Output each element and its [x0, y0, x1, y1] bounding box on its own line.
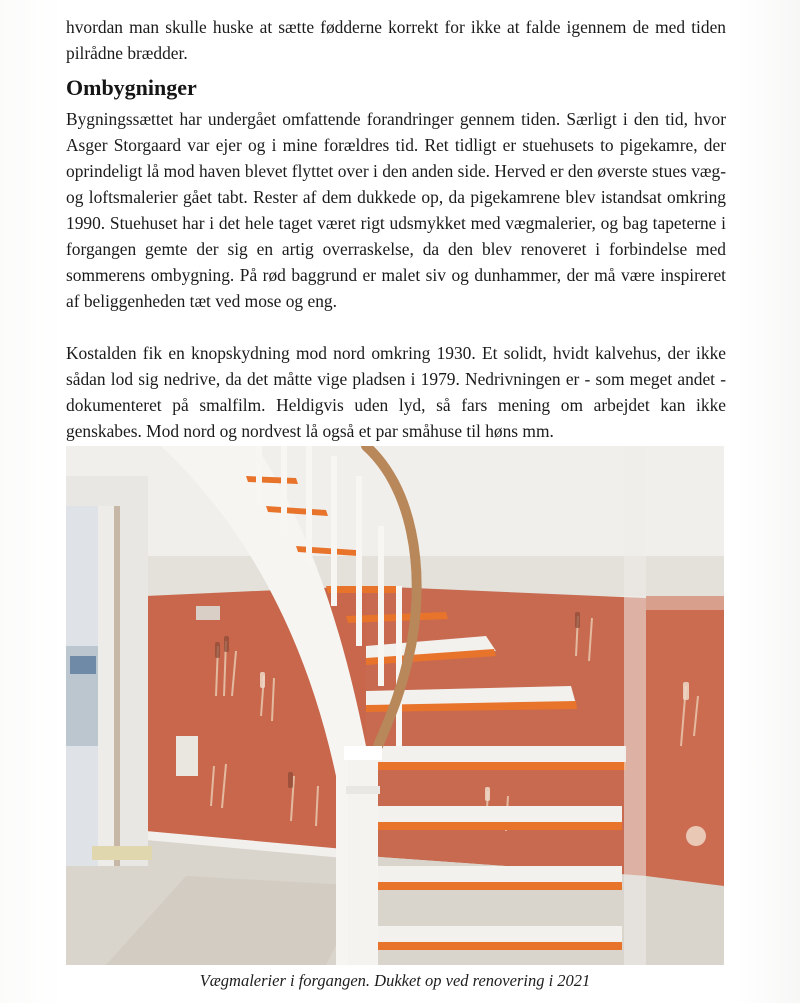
newel-post: [348, 746, 378, 965]
paragraph-gap: [66, 314, 726, 340]
paragraph-renovations: Bygningssættet har undergået omfattende forandringer gennem tiden. Særligt i den tid, hvor Asger Storgaard var ejer og i mine forældres tid. Ret tidligt er stuehusets to pigekamre, der oprindeligt lå mod haven blevet flyttet over i den anden side. Herved er den øverste stues væg- og loftsmalerier gået tabt. Rester af dem dukkede op, da pigekamrene blev istandsat omkring 1990. Stuehuset har i det hele taget været rigt udsmykket med vægmalerier, og bag tapeterne i forgangen gemte der sig en artig overraskelse, da den blev renoveret i forbindelse med sommerens ombygning. På rød baggrund er malet siv og dunhammer, der må være inspireret af beliggenheden tæt ved mose og eng.: [66, 109, 726, 311]
section-heading: Ombygninger: [66, 75, 197, 100]
figure-caption: Vægmalerier i forgangen. Dukket op ved renovering i 2021: [199, 971, 591, 990]
text-column: [66, 14, 726, 444]
staircase-photo: [66, 446, 724, 965]
red-wall-back: [366, 586, 646, 876]
paragraph-intro: hvordan man skulle huske at sætte fødderne korrekt for ikke at falde igennem de med tiden pilrådne brædder.: [66, 17, 726, 63]
paragraph-cowshed: Kostalden fik en knopskydning mod nord omkring 1930. Et solidt, hvidt kalvehus, der ikke sådan lod sig nedrive, da det måtte vige pladsen i 1979. Nedrivningen er - som meget andet - dokumenteret på smalfilm. Heldigvis uden lyd, så fars mening om arbejdet kan ikke genskabes. Mod nord og nordvest lå også et par småhuse til høns mm.: [66, 343, 726, 441]
